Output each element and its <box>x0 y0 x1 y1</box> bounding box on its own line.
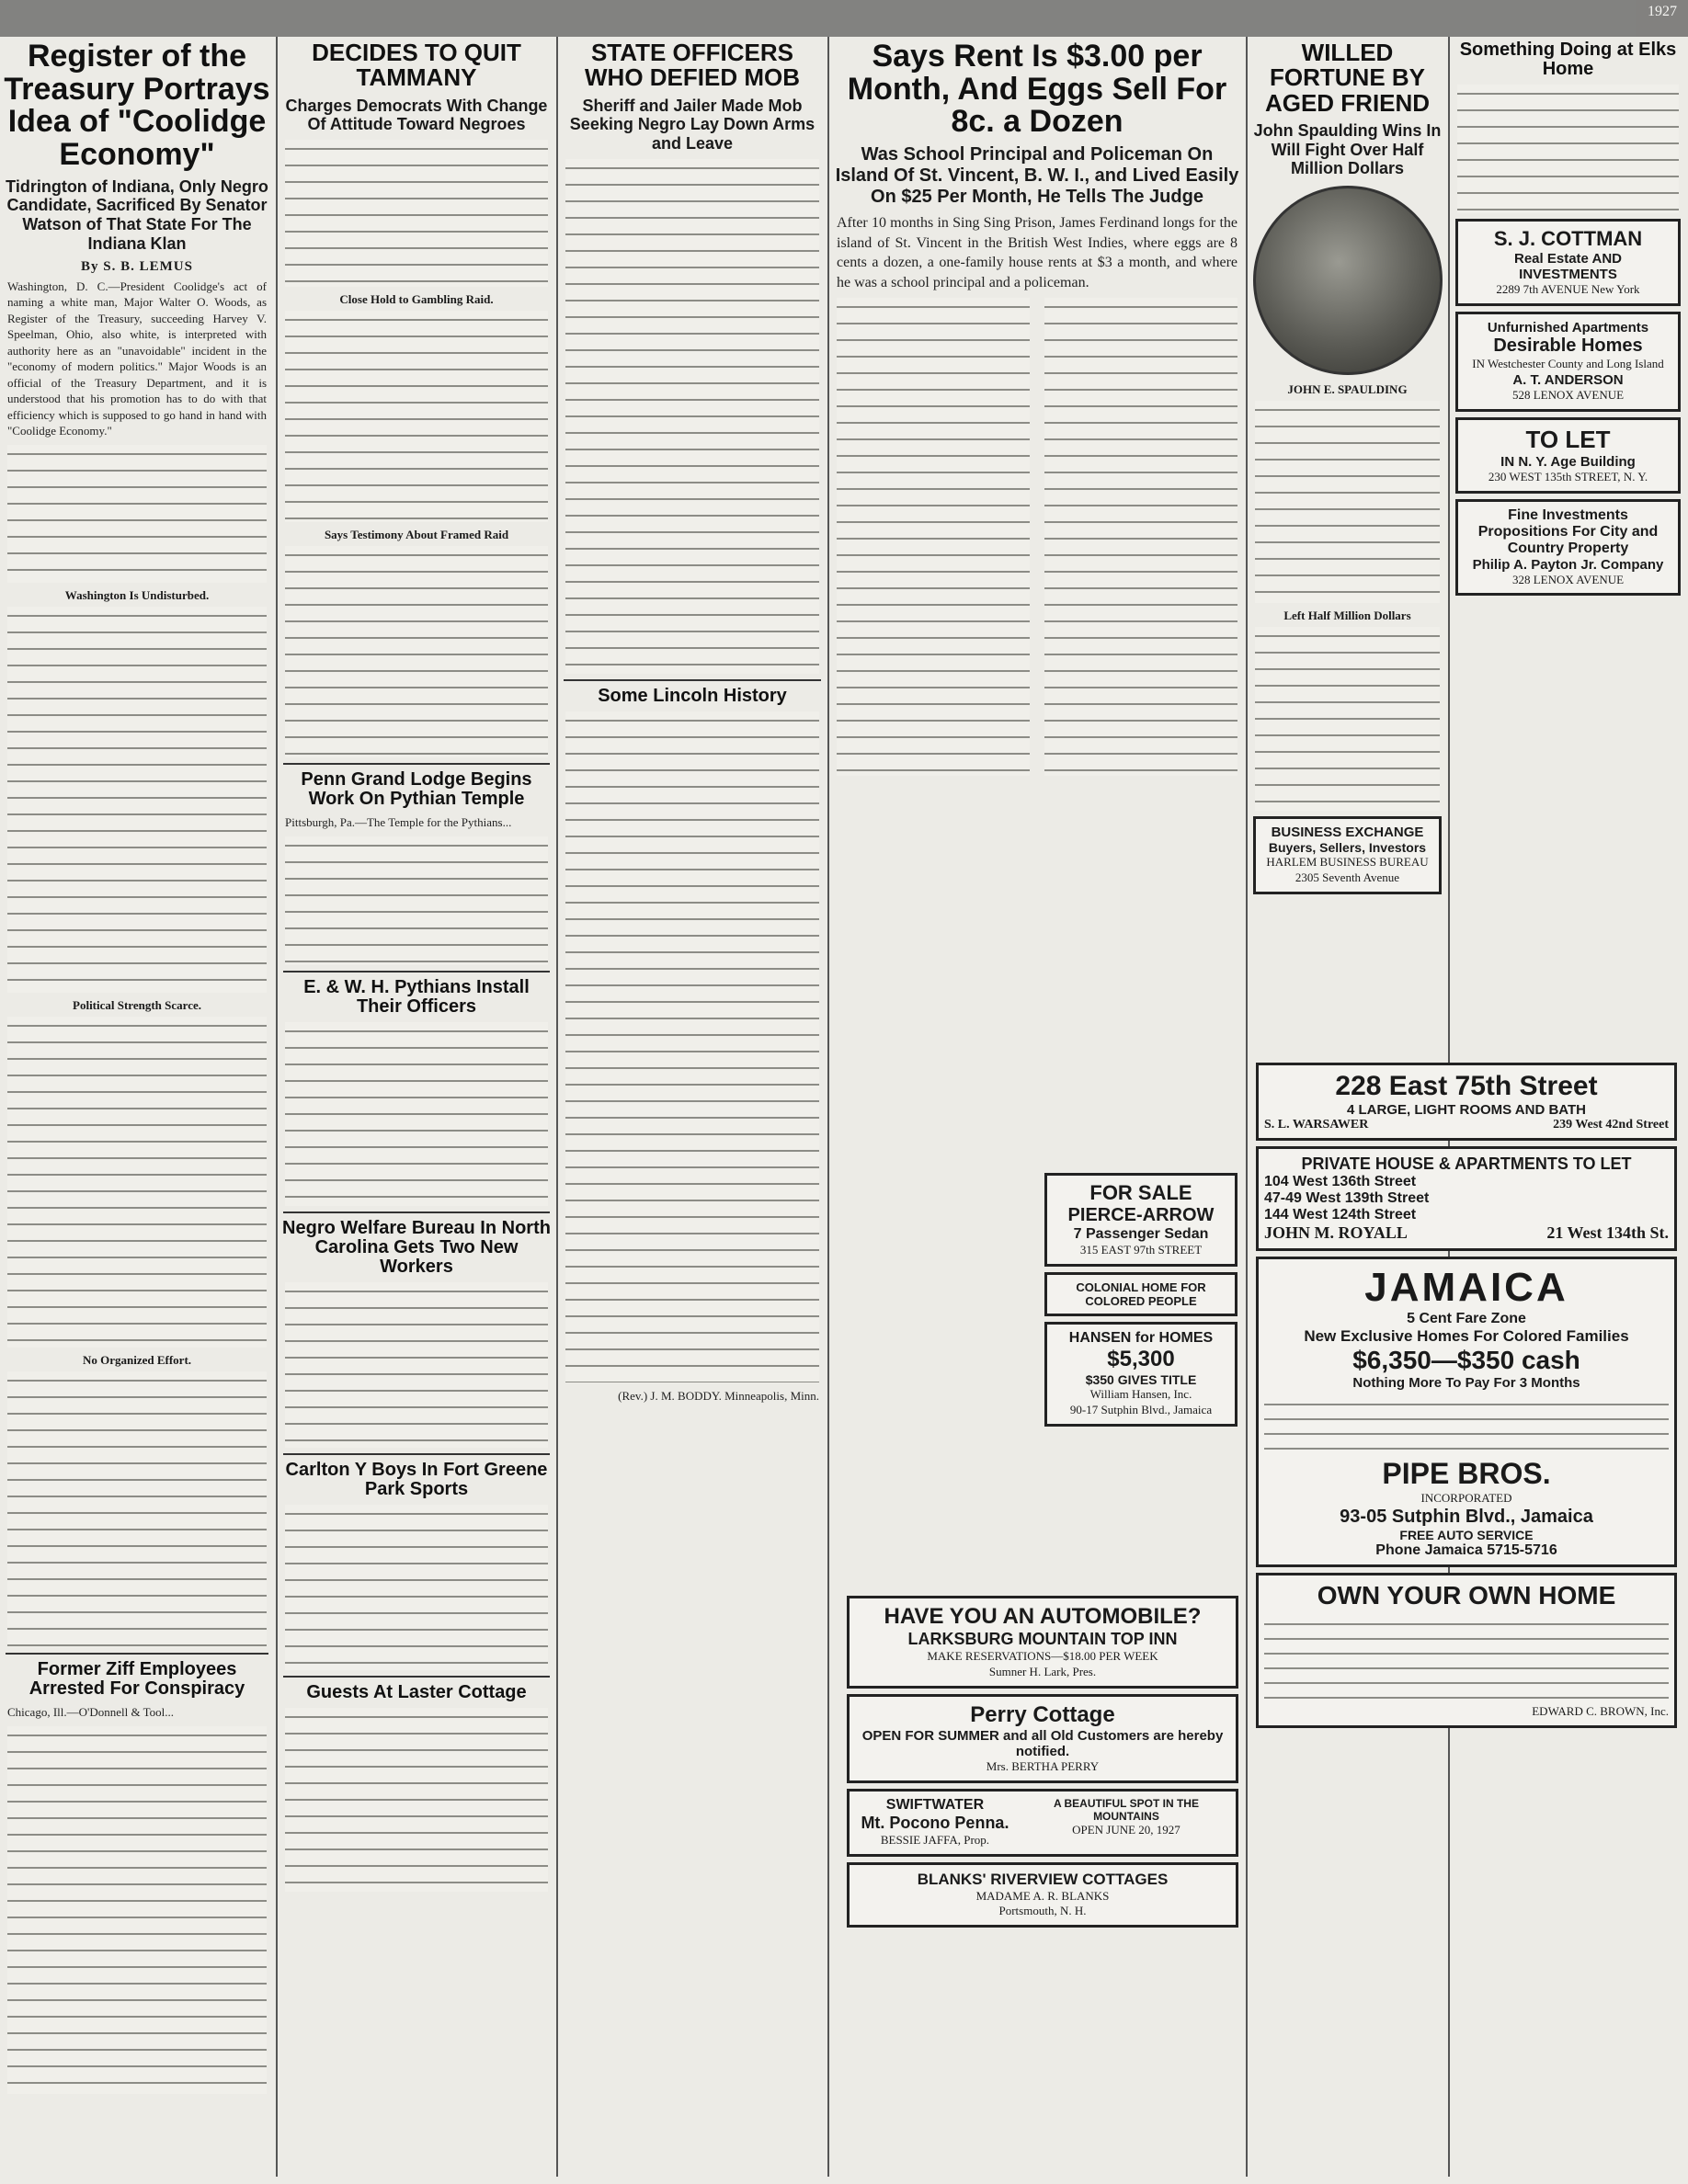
article-body <box>1457 85 1679 213</box>
article-ziff: Chicago, Ill.—O'Donnell & Tool... <box>7 1704 175 1719</box>
headline-elks-home: Something Doing at Elks Home <box>1459 40 1677 79</box>
headline-quit-tammany: DECIDES TO QUIT TAMMANY <box>312 39 521 92</box>
ad-blanks-cottages: BLANKS' RIVERVIEW COTTAGES MADAME A. R. BLANKS Portsmouth, N. H. <box>847 1862 1238 1928</box>
headline-lincoln-history: Some Lincoln History <box>598 685 787 706</box>
article-body <box>1255 627 1440 811</box>
subhead-washington: Washington Is Undisturbed. <box>64 587 210 602</box>
column-5 <box>1248 37 1447 1048</box>
headline-willed-fortune: WILLED FORTUNE BY AGED FRIEND <box>1264 39 1431 117</box>
ad-automobile: HAVE YOU AN AUTOMOBILE? LARKSBURG MOUNTAIN TOP INN MAKE RESERVATIONS—$18.00 PER WEEK Sumner H. Lark, Pres. <box>847 1596 1238 1689</box>
ad-private-house: PRIVATE HOUSE & APARTMENTS TO LET 104 West 136th Street 47-49 West 139th Street 144 West 124th Street JOHN M. ROYALL 21 West 134th St. <box>1256 1146 1677 1251</box>
article-body <box>285 1505 548 1670</box>
letter-signature: (Rev.) J. M. BODDY. Minneapolis, Minn. <box>618 1388 819 1403</box>
article-body <box>7 607 267 993</box>
ad-to-let: TO LET IN N. Y. Age Building 230 WEST 135th STREET, N. Y. <box>1455 417 1681 494</box>
article-body <box>1255 401 1440 603</box>
headline-carlton-boys: Carlton Y Boys In Fort Greene Park Sports <box>285 1459 548 1499</box>
ad-perry-cottage: Perry Cottage OPEN FOR SUMMER and all Old Customers are hereby notified. Mrs. BERTHA PERRY <box>847 1694 1238 1783</box>
deck-spaulding: John Spaulding Wins In Will Fight Over Half Million Dollars <box>1253 120 1442 178</box>
ad-colonial-home: COLONIAL HOME FOR COLORED PEOPLE <box>1044 1272 1237 1316</box>
subhead-gambling-raid: Close Hold to Gambling Raid. <box>339 291 494 306</box>
divider <box>6 1653 268 1655</box>
article-body <box>7 1371 267 1647</box>
subhead-framed-raid: Says Testimony About Framed Raid <box>324 527 509 541</box>
article-pythian: Pittsburgh, Pa.—The Temple for the Pythians... <box>285 814 512 829</box>
divider <box>283 1211 550 1213</box>
headline-penn-grand-lodge: Penn Grand Lodge Begins Work On Pythian Temple <box>301 768 532 809</box>
ads-stack <box>1039 1167 1243 1581</box>
ad-east-75th: 228 East 75th Street 4 LARGE, LIGHT ROOMS AND BATH S. L. WARSAWER 239 West 42nd Street <box>1256 1063 1677 1141</box>
article-body <box>285 546 548 757</box>
article-body <box>285 1708 548 1892</box>
article-body <box>7 1017 267 1348</box>
column-2 <box>278 37 555 2177</box>
ads-bottom <box>841 1590 1244 2178</box>
article-lede: After 10 months in Sing Sing Prison, James Ferdinand longs for the island of St. Vincent in the British West Indies, where eggs are 8 cents a dozen, a one-family house rents at $3 a month, and where he was a school principal and a policeman. <box>837 215 1237 290</box>
article-body <box>7 445 267 583</box>
divider <box>283 763 550 765</box>
subhead-half-million: Left Half Million Dollars <box>1283 608 1411 622</box>
article-st-vincent <box>829 37 1245 1011</box>
headline-pythians-install: E. & W. H. Pythians Install Their Officers <box>303 976 530 1017</box>
subhead-no-organized-effort: No Organized Effort. <box>82 1352 192 1367</box>
ad-unfurnished-apartments: Unfurnished Apartments Desirable Homes IN Westchester County and Long Island A. T. ANDERSON 528 LENOX AVENUE <box>1455 312 1681 412</box>
deck-tidrington: Tidrington of Indiana, Only Negro Candidate, Sacrificed By Senator Watson of That State For The Indiana Klan <box>6 176 268 253</box>
photo-caption: JOHN E. SPAULDING <box>1287 381 1408 396</box>
subhead-political-strength: Political Strength Scarce. <box>73 997 201 1012</box>
article-body <box>1044 298 1237 776</box>
deck-tammany: Charges Democrats With Change Of Attitude Toward Negroes <box>285 96 548 134</box>
ad-payton: Fine Investments Propositions For City and Country Property Philip A. Payton Jr. Company 328 LENOX AVENUE <box>1455 499 1681 597</box>
divider <box>283 1453 550 1455</box>
article-body <box>285 836 548 965</box>
divider <box>564 679 821 681</box>
headline-laster-cottage: Guests At Laster Cottage <box>306 1681 527 1702</box>
deck-mob: Sheriff and Jailer Made Mob Seeking Negro Lay Down Arms and Leave <box>569 96 815 153</box>
headline-register-treasury: Register of the Treasury Portrays Idea of "Coolidge Economy" <box>4 39 270 173</box>
article-body <box>285 1282 548 1448</box>
column-6 <box>1450 37 1686 1048</box>
ad-swiftwater: SWIFTWATER Mt. Pocono Penna. BESSIE JAFFA, Prop. A BEAUTIFUL SPOT IN THE MOUNTAINS OPEN JUNE 20, 1927 <box>847 1789 1238 1857</box>
byline: By S. B. LEMUS <box>81 258 193 274</box>
page-folio: 1927 <box>1648 4 1677 19</box>
ad-hansen-homes: HANSEN for HOMES $5,300 $350 GIVES TITLE William Hansen, Inc. 90-17 Sutphin Blvd., Jamaica <box>1044 1322 1237 1427</box>
article-lede: Washington, D. C.—President Coolidge's act of naming a white man, Major Walter O. Woods, as Register of the Treasury, succeeding Harvey V. Speelman, Ohio, also white, is interpreted with authority here as an "unavoidable" incident in the "economy of modern politics." Major Woods is an official of the Treasury Department, and it is understood that his promotion has to do with that efficiency which is supposed to go hand in hand with "Coolidge Economy." <box>7 279 267 438</box>
ad-own-your-home: OWN YOUR OWN HOME EDWARD C. BROWN, Inc. <box>1256 1573 1677 1728</box>
article-body <box>285 1022 548 1206</box>
article-body <box>837 298 1030 776</box>
article-body <box>565 159 819 674</box>
page-top-strip <box>0 0 1688 37</box>
divider <box>283 1676 550 1678</box>
column-1 <box>0 37 274 2177</box>
portrait-photo <box>1253 186 1443 375</box>
ad-jamaica: JAMAICA 5 Cent Fare Zone New Exclusive Homes For Colored Families $6,350—$350 cash Nothing More To Pay For 3 Months PIPE BROS. INCORPORATED 93-05 Sutphin Blvd., Jamaica FREE AUTO SERVICE Phone Jamaica 5715-5716 <box>1256 1257 1677 1567</box>
ad-business-exchange: BUSINESS EXCHANGE Buyers, Sellers, Investors HARLEM BUSINESS BUREAU 2305 Seventh Avenue <box>1253 816 1442 894</box>
headline-rent-eggs: Says Rent Is $3.00 per Month, And Eggs Sell For 8c. a Dozen <box>847 39 1227 140</box>
ad-cottman: S. J. COTTMAN Real Estate AND INVESTMENTS 2289 7th AVENUE New York <box>1455 219 1681 306</box>
article-body <box>7 1726 267 2094</box>
divider <box>283 971 550 973</box>
headline-ziff-employees: Former Ziff Employees Arrested For Conspiracy <box>29 1658 245 1699</box>
ads-right-bottom <box>1250 1057 1682 2178</box>
article-body <box>565 711 819 1382</box>
headline-state-officers: STATE OFFICERS WHO DEFIED MOB <box>585 39 800 92</box>
deck-st-vincent: Was School Principal and Policeman On Island Of St. Vincent, B. W. I., and Lived Easily On $25 Per Month, He Tells The Judge <box>835 144 1239 208</box>
headline-negro-welfare: Negro Welfare Bureau In North Carolina Gets Two New Workers <box>282 1217 551 1277</box>
ad-pierce-arrow: FOR SALE PIERCE-ARROW 7 Passenger Sedan 315 EAST 97th STREET <box>1044 1173 1237 1267</box>
article-body <box>285 140 548 287</box>
article-body <box>285 311 548 522</box>
column-3 <box>558 37 827 2177</box>
